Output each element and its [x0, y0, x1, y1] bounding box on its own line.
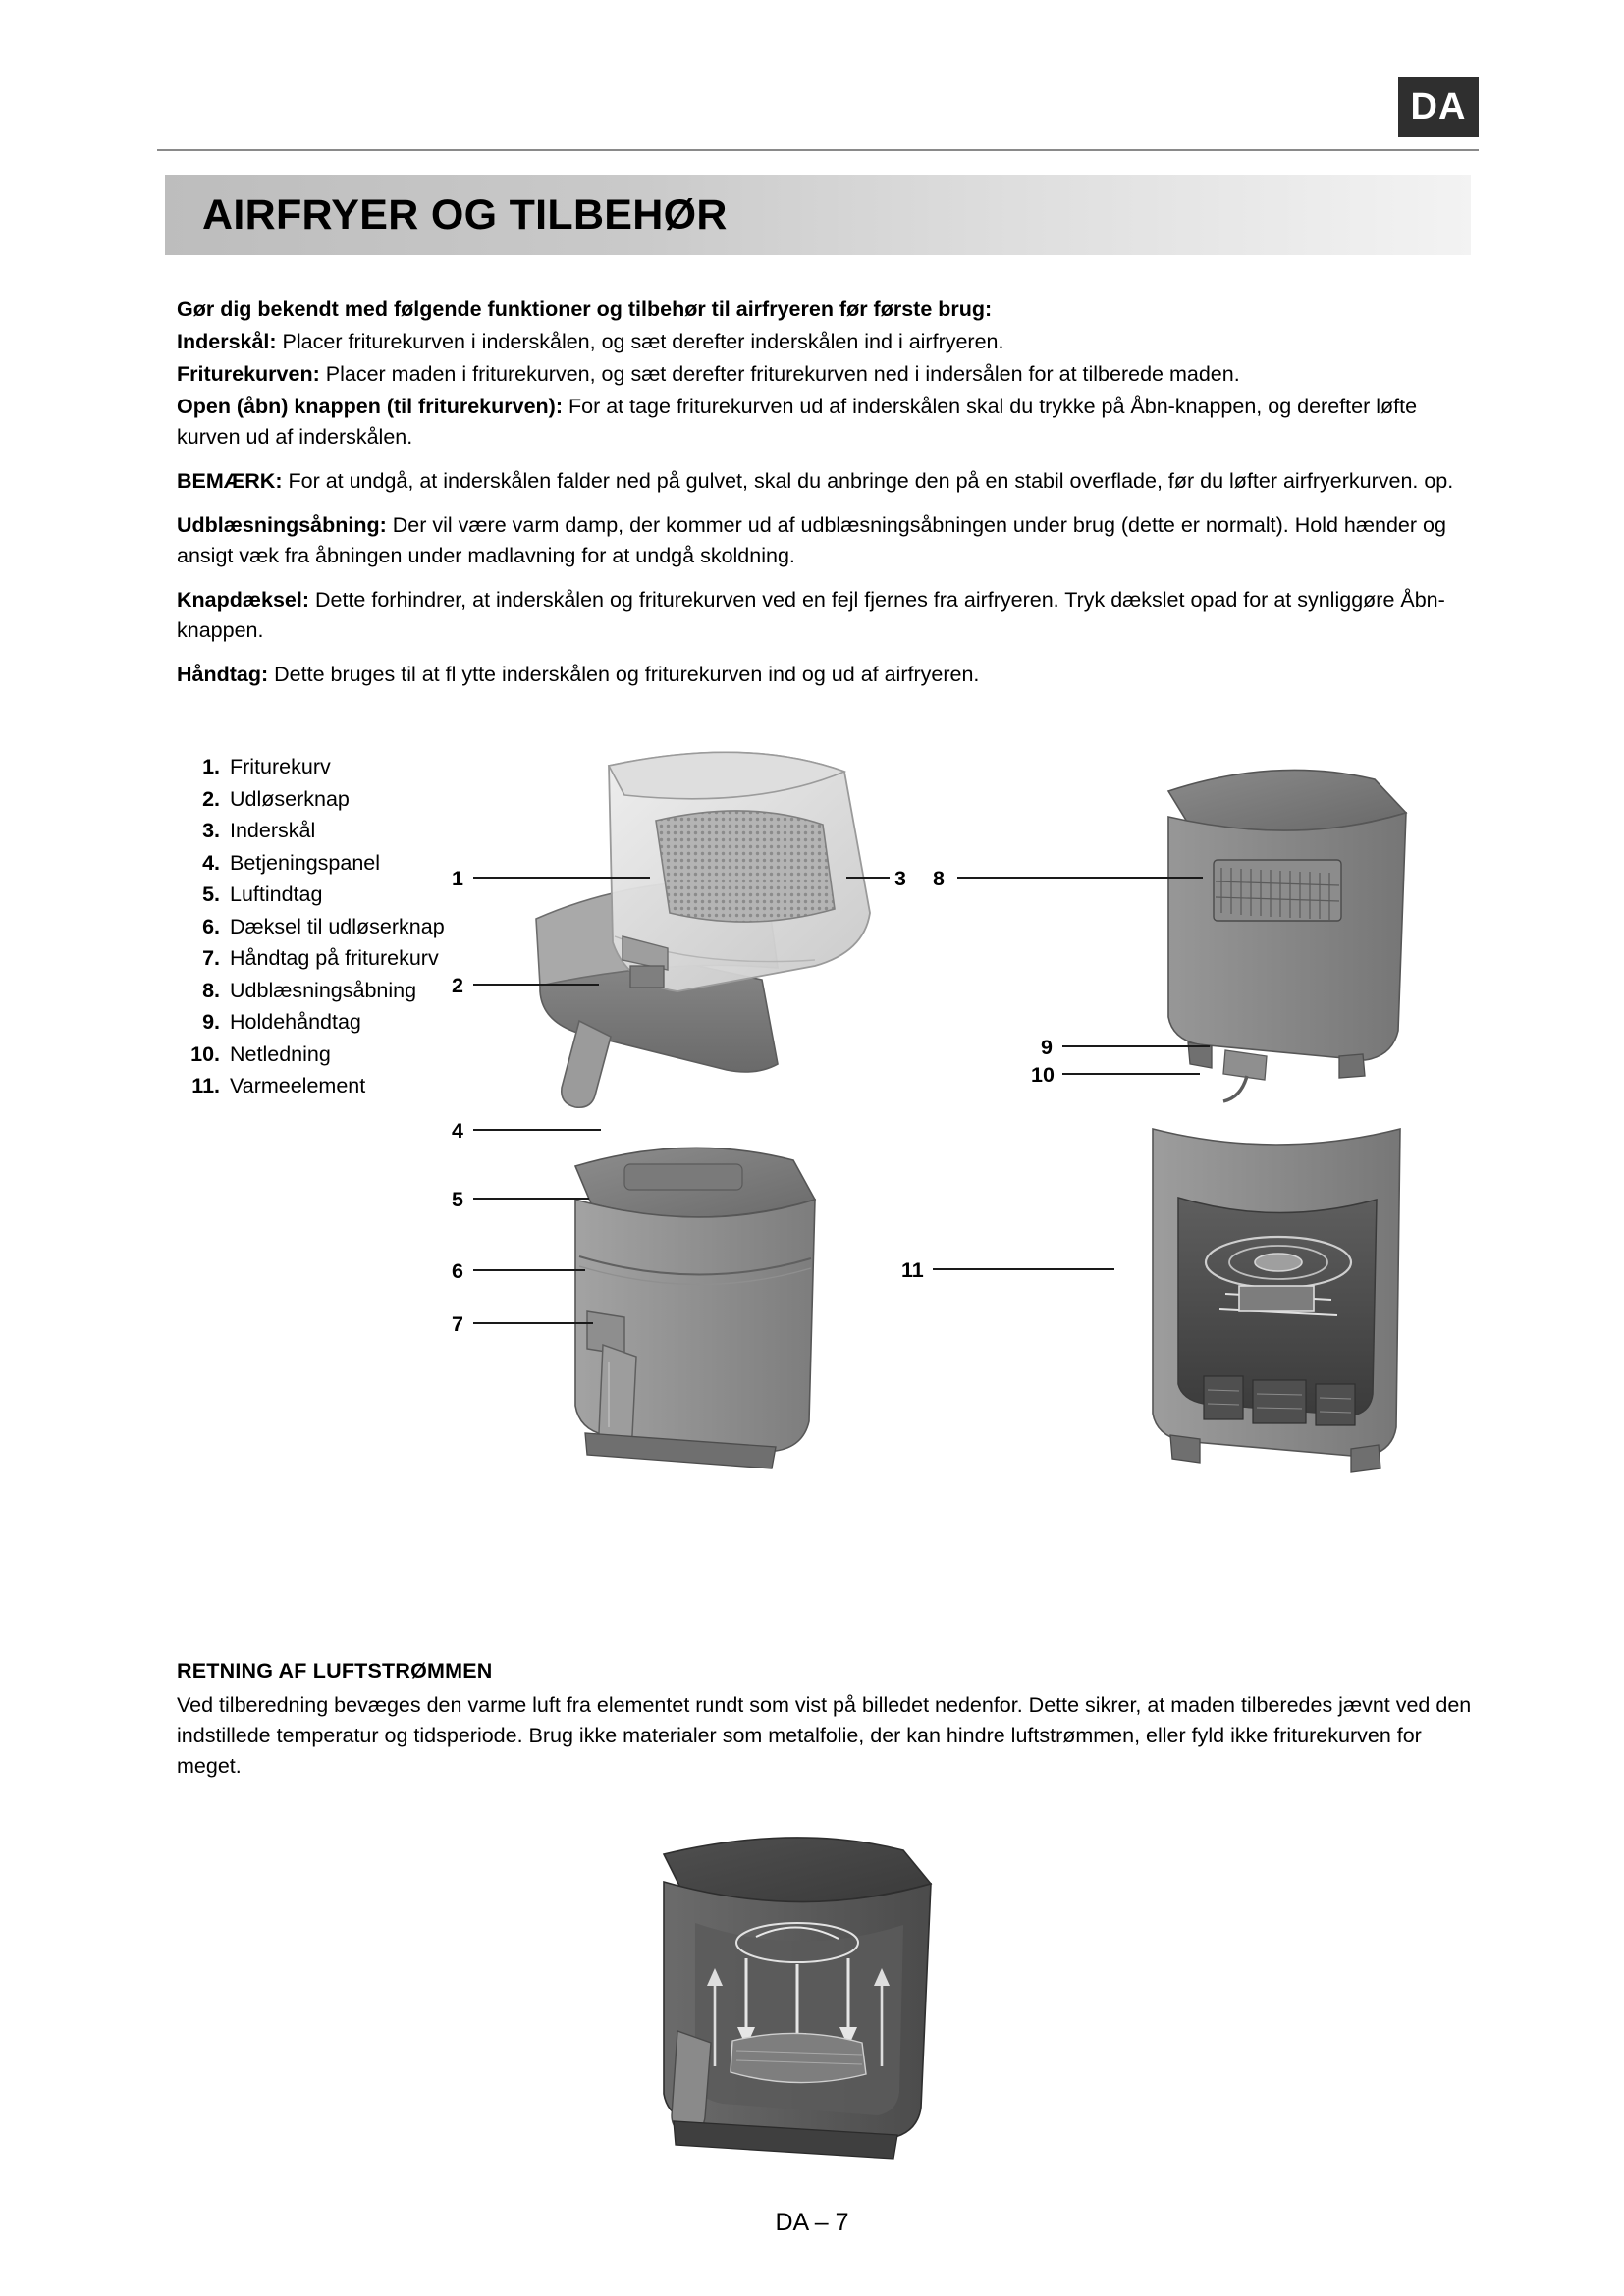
- intro-item-3: [177, 466, 1473, 497]
- callout-10: 10: [1031, 1063, 1055, 1087]
- callout-4: 4: [452, 1119, 463, 1143]
- figure-front-svg: [530, 1109, 864, 1502]
- product-figures: [452, 726, 1473, 1610]
- list-item: [177, 942, 471, 975]
- list-item: [177, 1006, 471, 1039]
- leader-line-1: [473, 877, 650, 879]
- page-footer: DA – 7: [775, 2209, 849, 2236]
- leader-line-2: [473, 984, 599, 986]
- intro-item-1: [177, 359, 1473, 390]
- list-item-label: Udløserknap: [230, 786, 350, 811]
- figure-rear-view: [1129, 736, 1443, 1109]
- intro-item-4-label: Udblæsningsåbning:: [177, 513, 387, 537]
- list-item: [177, 975, 471, 1007]
- figure-heating-element-cutaway: [1110, 1090, 1453, 1502]
- intro-text-block: [177, 294, 1473, 692]
- leader-line-11: [933, 1268, 1114, 1270]
- list-item-label: Inderskål: [230, 819, 316, 842]
- callout-8: 8: [933, 867, 945, 890]
- list-item-number: 1.: [202, 755, 220, 778]
- list-item-label: Holdehåndtag: [230, 1010, 361, 1034]
- figure-front-view: [530, 1109, 864, 1502]
- leader-line-6: [473, 1269, 585, 1271]
- language-badge: DA: [1398, 77, 1479, 137]
- intro-item-1-text: Placer maden i friturekurven, og sæt derefter friturekurven ned i indersålen for at tilberede maden.: [319, 362, 1240, 386]
- leader-line-5: [473, 1198, 589, 1200]
- list-item-label: Håndtag på friturekurv: [230, 946, 439, 970]
- airflow-text: Ved tilberedning bevæges den varme luft fra elementet rundt som vist på billedet nedenfor. Dette sikrer, at maden tilberedes jævnt ved den indstillede temperatur og tidsperiode. Brug ikke materialer som metalfolie, der kan hindre luftstrømmen, eller fyld ikke friturekurven for meget.: [177, 1693, 1472, 1778]
- list-item-label: Udblæsningsåbning: [230, 978, 417, 1002]
- intro-lead: [177, 294, 1473, 325]
- list-item-number: 8.: [202, 978, 220, 1002]
- parts-list: [177, 751, 471, 1102]
- list-item-number: 9.: [202, 1010, 220, 1034]
- list-item-label: Luftindtag: [230, 882, 323, 906]
- list-item-number: 3.: [202, 819, 220, 842]
- leader-line-8: [957, 877, 1203, 879]
- figure-basket-svg: [520, 726, 952, 1119]
- list-item-label: Varmeelement: [230, 1074, 366, 1097]
- figure-airflow: [609, 1821, 982, 2184]
- page-title: AIRFRYER OG TILBEHØR: [202, 190, 728, 239]
- leader-line-7: [473, 1322, 593, 1324]
- list-item-label: Betjeningspanel: [230, 850, 381, 875]
- list-item-label: Netledning: [230, 1041, 331, 1066]
- intro-item-5: [177, 585, 1473, 646]
- airflow-heading: RETNING AF LUFTSTRØMMEN: [177, 1659, 493, 1682]
- leader-line-4: [473, 1129, 601, 1131]
- intro-item-0-text: Placer friturekurven i inderskålen, og sæt derefter inderskålen ind i airfryeren.: [276, 330, 1004, 353]
- callout-7: 7: [452, 1312, 463, 1336]
- list-item: [177, 847, 471, 880]
- intro-lead-text: Gør dig bekendt med følgende funktioner og tilbehør til airfryeren før første brug:: [177, 297, 993, 321]
- intro-item-6: [177, 660, 1473, 690]
- list-item: [177, 911, 471, 943]
- leader-line-3: [846, 877, 890, 879]
- intro-item-3-label: BEMÆRK:: [177, 469, 283, 493]
- list-item-number: 2.: [202, 786, 220, 811]
- intro-item-4-text: Der vil være varm damp, der kommer ud af udblæsningsåbningen under brug (dette er normalt). Hold hænder og ansigt væk fra åbningen under madlavning for at undgå skoldning.: [177, 513, 1446, 567]
- intro-item-5-text: Dette forhindrer, at inderskålen og friturekurven ved en fejl fjernes fra airfryeren. Tryk dækslet opad for at synliggøre Åbn-knappen.: [177, 588, 1445, 642]
- section-title-bar: [165, 175, 1471, 255]
- header-divider: [157, 149, 1479, 151]
- list-item: [177, 1039, 471, 1071]
- list-item-number: 10.: [190, 1041, 220, 1066]
- intro-item-6-label: Håndtag:: [177, 663, 269, 686]
- intro-item-6-text: Dette bruges til at fl ytte inderskålen og friturekurven ind og ud af airfryeren.: [268, 663, 980, 686]
- intro-item-3-text: For at undgå, at inderskålen falder ned på gulvet, skal du anbringe den på en stabil overflade, før du løfter airfryerkurven. op.: [282, 469, 1454, 493]
- list-item: [177, 751, 471, 783]
- list-item: [177, 783, 471, 816]
- callout-6: 6: [452, 1259, 463, 1283]
- list-item-label: Friturekurv: [230, 755, 331, 778]
- leader-line-9: [1062, 1045, 1210, 1047]
- list-item-number: 6.: [202, 914, 220, 938]
- list-item-label: Dæksel til udløserknap: [230, 914, 445, 938]
- figure-cutaway-svg: [1110, 1090, 1453, 1502]
- list-item-number: 4.: [202, 850, 220, 875]
- callout-5: 5: [452, 1188, 463, 1211]
- intro-item-0-label: Inderskål:: [177, 330, 277, 353]
- figure-rear-svg: [1129, 736, 1443, 1109]
- intro-item-1-label: Friturekurven:: [177, 362, 320, 386]
- list-item-number: 5.: [202, 882, 220, 906]
- intro-item-2: [177, 392, 1473, 453]
- intro-item-5-label: Knapdæksel:: [177, 588, 310, 612]
- intro-item-4: [177, 510, 1473, 571]
- intro-item-0: [177, 327, 1473, 357]
- figure-basket-and-inner-pot: [520, 726, 952, 1119]
- intro-item-2-label: Open (åbn) knappen (til friturekurven):: [177, 395, 563, 418]
- list-item: [177, 815, 471, 847]
- intro-item-2-text: For at tage friturekurven ud af inderskålen skal du trykke på Åbn-knappen, og derefter løfte kurven ud af inderskålen.: [177, 395, 1418, 449]
- callout-1: 1: [452, 867, 463, 890]
- figure-airflow-svg: [609, 1821, 982, 2184]
- list-item: [177, 879, 471, 911]
- list-item-number: 11.: [191, 1074, 220, 1097]
- callout-11: 11: [901, 1258, 924, 1282]
- leader-line-10: [1062, 1073, 1200, 1075]
- list-item: [177, 1070, 471, 1102]
- callout-3: 3: [894, 867, 906, 890]
- callout-2: 2: [452, 974, 463, 997]
- callout-9: 9: [1041, 1036, 1053, 1059]
- list-item-number: 7.: [202, 946, 220, 970]
